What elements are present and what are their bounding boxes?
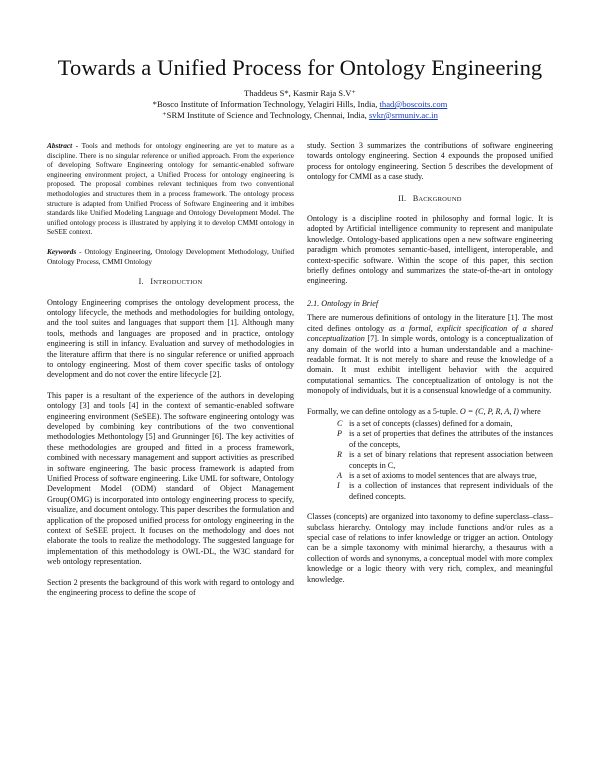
keywords [47,247,294,266]
section-rest: NTRODUCTION [153,279,203,287]
section-heading-background [307,194,553,205]
definition-row [307,450,553,471]
formal-definition [307,407,553,417]
subsection-heading: 2.1. Ontology in Brief [307,298,379,308]
p2-quote: as a formal, explicit specification of a shared conceptualization [307,323,553,344]
definition-row [307,471,553,481]
section-rest: ACKGROUND [418,195,462,203]
definition-text: is a set of binary relations that represent association between concepts in C, [349,450,553,470]
definition-text: is a set of concepts (classes) defined for a domain, [349,418,513,428]
definition-symbol: P [337,429,342,439]
keywords-text: - Ontology Engineering, Ontology Development Methodology, Unified Ontology Process, CMMI Ontology [47,246,295,266]
p2-text-c: [7]. In simple words, ontology is a conceptualization of any domain of the world into a human understandable and a machine-readable format. It is not merely to share and reuse the knowledge of a domain. It must exhibit intelligent behavior with the acquired computational semantics. The conceptualization of ontology is not the monopoly of individuals, but it is a consensual knowledge of a community. [307,334,553,396]
keywords-label: Keywords [47,246,77,256]
background-paragraph-2 [307,313,553,396]
left-column [47,141,294,609]
definition-text: is a set of properties that defines the attributes of the instances of the concepts, [349,429,553,449]
section-number: II. [398,193,407,203]
definition-text: is a collection of instances that represent individuals of the defined concepts. [349,481,553,501]
formal-text-a: Formally, we can define ontology as a 5-tuple. [307,406,460,416]
affiliation-2 [0,110,600,121]
right-column [307,141,553,595]
section-initial: I [150,277,154,287]
section-heading-introduction [47,277,294,288]
abstract-text: Tools and methods for ontology engineering are yet to mature as a discipline. There is no singular reference or unified approach. From the experience of developing Software Engineering ontology for semantic-enabled software engineering environment project, a Unified Process for ontology engineering is proposed. The proposal combines relevant techniques from two conventional methodologies and structures them in a process framework. The ontology process structure is adapted from Unified Process of Software Engineering and it imbibes standards like Unified Modeling Language and Ontology Development Model. The unified ontology process is illustrated by applying it to develop CMMI ontology in SeSEE context. [47,141,294,237]
definition-row [307,481,553,502]
section-number: I. [138,277,144,287]
affiliation-2-text: ⁺SRM Institute of Science and Technology, Chennai, India, [162,110,367,120]
abstract [47,141,294,237]
definition-row [307,419,553,429]
background-paragraph-1: Ontology is a discipline rooted in philosophy and formal logic. It is adopted by Artificial intelligence community to represent and manipulate knowledge. Ontology-based applications open a new software engineering paradigm which promotes semantic-based, intelligent, interoperable, and context-specific software. Within the scope of this paper, this section briefly defines ontology and summarizes the state-of-the-art in ontology engineering. [307,214,553,286]
section-initial: B [412,193,419,203]
intro-paragraph-3-continued: study. Section 3 summarizes the contributions of software engineering towards ontology engineering. Section 4 expounds the proposed unified process for ontology engineering. Section 5 describes the development of ontology for CMMI as a case study. [307,141,553,182]
background-paragraph-3: Classes (concepts) are organized into taxonomy to define superclass–class–subclass hierarchy. Ontology may include functions and/or rules as a special case of relations to infer knowledge or trigger an action. Ontology can be a simple taxonomy with minimal hierarchy, a thesaurus with a collection of words and synonyms, a conceptual model with more complex knowledge or a logic theory with very rich, complex, and meaningful knowledge. [307,512,553,584]
p2-text-a: There are numerous definitions of ontology in the literature [1]. The most cited defines ontology [307,313,553,333]
email-link-2[interactable]: svkr@srmuniv.ac.in [368,110,438,120]
author-names: Thaddeus S*, Kasmir Raja S.V⁺ [244,88,356,98]
definition-symbol: C [337,418,343,428]
abstract-label: Abstract - [47,141,79,150]
paper-title: Towards a Unified Process for Ontology Engineering [57,55,543,80]
intro-paragraph-3: Section 2 presents the background of this work with regard to ontology and the engineering process to define the scope of [47,577,294,598]
definition-row [307,429,553,450]
definition-symbol: A [337,470,342,480]
intro-paragraph-2: This paper is a resultant of the experience of the authors in developing ontology [3] and tools [4] in the context of semantic-enabled software engineering environment (SeSEE). The software engineering ontology was developed by combining key contributions of the two conventional methodologies Methontology [5] and Grunninger [6]. The key activities of these methodologies are grouped and fitted in a process framework, combined with necessary management and support activities as prescribed in software engineering. The basic process framework is adapted from Unified Process of software engineering. Like UML for software, Ontology Development Model (ODM) standard of Object Management Group(OMG) is incorporated into ontology engineering process to specify, visualize, and document ontology. This paper describes the formulation and application of the proposed unified process for ontology engineering in the context of SeSEE project. It focuses on the methodology and does not elaborate the tools to realize the methodology. The suggested language for implementation of this methodology is OWL-DL, the W3C standard for web ontology representation. [47,390,294,567]
email-link-1[interactable]: thad@boscoits.com [379,99,448,109]
definition-text: is a set of axioms to model sentences that are always true, [349,470,537,480]
affiliation-1-text: *Bosco Institute of Information Technology, Yelagiri Hills, India, [152,99,378,109]
definition-symbol: R [337,450,342,460]
formal-tuple: O = (C, P, R, A, I) [459,406,519,416]
author-block [0,88,600,121]
intro-paragraph-1: Ontology Engineering comprises the ontology development process, the ontology lifecycle, the methods and methodologies for building ontology, and the tool suites and languages that support them [1]. Although many tools, methods and languages are proposed and in practice, ontology engineering is still in infancy. Evaluation and survey of methodologies in the literature affirm that there is no singular reference or unified approach to ontology engineering. Most of them cover specific tasks of ontology development and do not cover the entire lifecycle [2]. [47,297,294,380]
affiliation-1 [0,99,600,110]
definition-symbol: I [337,481,340,491]
formal-text-c: where [518,406,541,416]
definition-list [307,419,553,502]
